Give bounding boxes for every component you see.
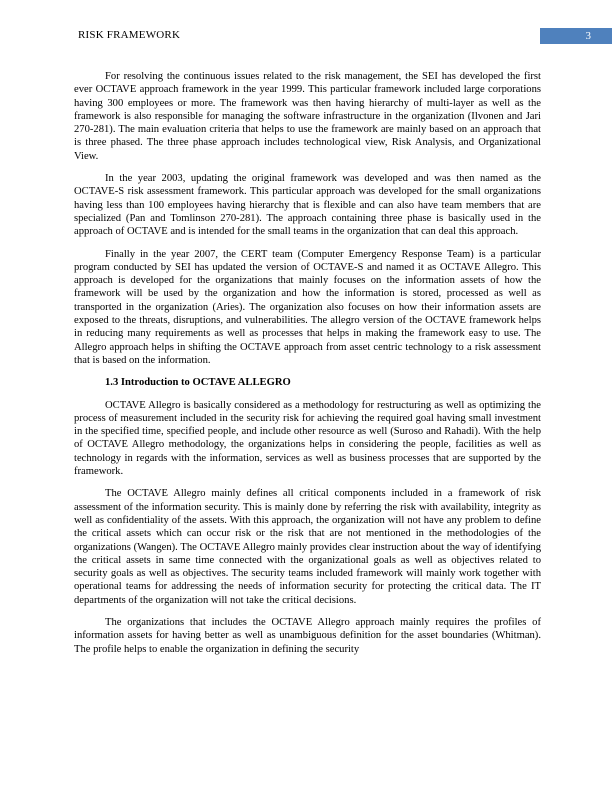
body-paragraph: Finally in the year 2007, the CERT team (Computer Emergency Response Team) is a particular program conducted by SEI has updated the version of OCTAVE-S and named it as OCTAVE Allegro. This approach is developed for the organizations that mainly focuses on the information assets of how the framework will be used by the organization and how the information is stored, processed as well as transported in the organization (Aries). The organization also focuses on how their information assets are exposed to the threats, disruptions, and vulnerabilities. The allegro version of the OCTAVE framework helps in reducing many requirements as well as processes that helps in making the framework easy to use. The Allegro approach helps in shifting the OCTAVE approach from asset centric technology to a risk assessment that is based on the information. — [74, 248, 541, 366]
running-header-title: RISK FRAMEWORK — [78, 29, 181, 41]
body-paragraph: In the year 2003, updating the original framework was developed and was then named as the OCTAVE-S risk assessment framework. This particular approach was developed for the small organizations having less than 100 employees having hierarchy that is flexible and can also have team members that are specialized (Pan and Tomlinson 270-281). The approach containing three phase is basically used in the approach of OCTAVE and is intended for the small teams in the organization that can deal this approach. — [74, 173, 541, 238]
body-paragraph: The organizations that includes the OCTAVE Allegro approach mainly requires the profiles of information assets for having better as well as unambiguous definition for the asset boundaries (Whitman). The profile helps to enable the organization in defining the security — [74, 616, 541, 655]
body-paragraph: OCTAVE Allegro is basically considered as a methodology for restructuring as well as optimizing the process of measurement included in the security risk for achieving the required goal having small investment in the specified time, specified people, and include other resource as well (Suroso and Rahadi). With the help of OCTAVE Allegro methodology, the organizations helps in considering the people, facilities as well as technology in regards with the information, services as well as business processes that are supported by the framework. — [74, 399, 541, 478]
body-paragraph: For resolving the continuous issues related to the risk management, the SEI has developed the first ever OCTAVE approach framework in the year 1999. This particular framework included large corporations having 300 employees or more. The framework was then having hierarchy of multi-layer as well as the framework is also responsible for managing the software infrastructure in the organization (Ilvonen and Jari 270-281). The main evaluation criteria that helps to use the framework are mainly based on an approach that is three phased. The three phase approach includes technological view, Risk Analysis, and Organizational View. — [74, 71, 541, 162]
page-number-badge: 3 — [540, 28, 612, 44]
body-paragraph: The OCTAVE Allegro mainly defines all critical components included in a framework of risk assessment of the information security. This is mainly done by referring the risk with availability, integrity as well as confidentiality of the assets. With this approach, the organization will not have any problem to define the critical assets which can occur risk or the risk that are not mentioned in the methodologies of the organizations (Wangen). The OCTAVE Allegro mainly provides clear instruction about the way of identifying the critical assets in same time connected with the organizational goals as well as objectives related to security goals as well as objectives. The security teams included framework will mainly work together with operational teams for addressing the needs of information security for protecting the critical data. The IT departments of the organization will not take the critical decisions. — [74, 488, 541, 606]
section-heading: 1.3 Introduction to OCTAVE ALLEGRO — [105, 377, 291, 389]
document-body — [74, 70, 541, 665]
